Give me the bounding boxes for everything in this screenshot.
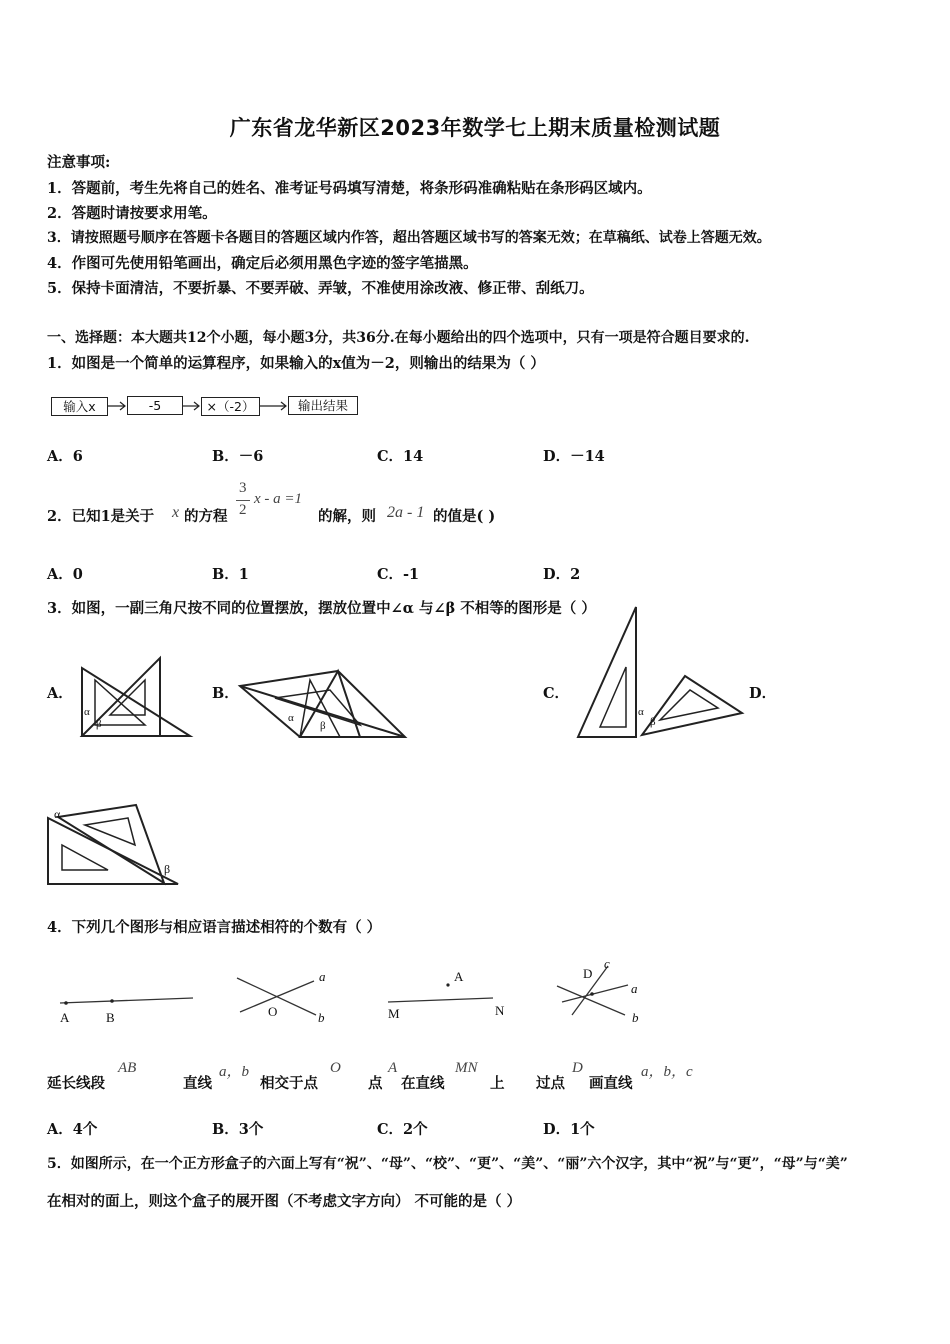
q2-stem-d: 的值是( ) [433, 508, 496, 525]
q4f2-label-b: b [318, 1010, 325, 1025]
q2-var-x: x [172, 504, 180, 521]
page-title: 广东省龙华新区2023年数学七上期末质量检测试题 [229, 116, 721, 140]
q4-caption-3b: 在直线 [401, 1075, 445, 1092]
q4f4-label-d: D [583, 966, 593, 981]
flow-box-times: ×（-2） [201, 397, 260, 416]
q3d-alpha: α [54, 807, 61, 821]
section-heading: 一、选择题：本大题共12个小题，每小题3分，共36分.在每小题给出的四个选项中，只有一项是符合题目要求的. [47, 330, 750, 346]
q4-caption-3: 点 [368, 1075, 383, 1092]
q2-stem-a: 2．已知1是关于 [47, 508, 155, 525]
q4-option-b: B．3个 [212, 1121, 264, 1138]
q3a-beta: β [96, 718, 102, 730]
q4-caption-2-math2: O [330, 1060, 341, 1076]
q4-caption-4: 过点 [536, 1075, 565, 1092]
flow-box-output: 输出结果 [288, 396, 358, 415]
q4f1-label-b: B [106, 1010, 115, 1025]
q3d-beta: β [164, 862, 171, 876]
q2-option-a: A．0 [47, 566, 83, 583]
q4f1-label-a: A [60, 1010, 70, 1025]
q4-stem: 4．下列几个图形与相应语言描述相符的个数有（ ） [47, 919, 382, 936]
q4-caption-4b: 画直线 [589, 1075, 633, 1092]
q1-option-c: C．14 [377, 448, 424, 465]
q4-caption-4-math2: a，b，c [641, 1064, 693, 1080]
q2-frac-den: 2 [239, 502, 247, 518]
q4f4-label-c: c [604, 956, 610, 971]
q5-stem-line2: 在相对的面上，则这个盒子的展开图（不考虑文字方向） 不可能的是（ ） [47, 1193, 522, 1210]
q3c-beta: β [650, 716, 656, 728]
q3-label-a: A． [47, 685, 73, 702]
notice-item: 5．保持卡面清洁，不要折暴、不要弄破、弄皱，不准使用涂改液、修正带、刮纸刀。 [47, 280, 594, 297]
notice-item: 4．作图可先使用铅笔画出，确定后必须用黑色字迹的签字笔描黑。 [47, 255, 478, 272]
q2-stem-c: 的解，则 [318, 508, 376, 525]
q2-option-c: C．-1 [377, 566, 420, 583]
q1-option-b: B．－6 [212, 448, 264, 465]
q4f4-label-a: a [631, 981, 638, 996]
flow-box-minus5: -5 [127, 396, 183, 415]
q2-option-d: D．2 [543, 566, 581, 583]
notice-item: 3．请按照题号顺序在答题卡各题目的答题区域内作答，超出答题区域书写的答案无效；在草稿纸、试卷上答题无效。 [47, 230, 771, 246]
q2-equation: x - a =1 [254, 491, 303, 507]
q4-caption-2b: 相交于点 [260, 1075, 318, 1092]
q4-caption-4-math: D [572, 1060, 583, 1076]
q4-caption-2-math: a，b [219, 1064, 250, 1080]
q3b-beta: β [320, 720, 326, 732]
q4f2-label-a: a [319, 969, 326, 984]
q1-option-d: D．－14 [543, 448, 605, 465]
q2-stem-b: 的方程 [184, 508, 228, 525]
q3a-alpha: α [84, 706, 90, 718]
q4-caption-3-math2: MN [455, 1060, 478, 1076]
q2-option-b: B．1 [212, 566, 249, 583]
q4f2-label-o: O [268, 1004, 278, 1019]
q4f4-label-b: b [632, 1010, 639, 1025]
notice-heading: 注意事项: [47, 154, 111, 171]
q3-stem: 3．如图，一副三角尺按不同的位置摆放，摆放位置中∠α 与∠β 不相等的图形是（ ） [47, 600, 596, 617]
q3-label-d: D． [749, 685, 777, 702]
q4-caption-3-math: A [388, 1060, 398, 1076]
q4f3-label-a: A [454, 969, 464, 984]
q4-caption-1: 延长线段 [47, 1075, 105, 1092]
q3c-alpha: α [638, 706, 644, 718]
q1-option-a: A．6 [47, 448, 83, 465]
q1-stem: 1．如图是一个简单的运算程序，如果输入的x值为－2，则输出的结果为（ ） [47, 355, 545, 372]
q2-frac-num: 3 [239, 480, 247, 496]
q4-caption-3c: 上 [490, 1075, 505, 1092]
flow-box-input: 输入x [51, 397, 108, 416]
q2-expression: 2a - 1 [387, 504, 425, 521]
q4f3-label-n: N [495, 1003, 505, 1018]
notice-item: 1．答题前，考生先将自己的姓名、准考证号码填写清楚，将条形码准确粘贴在条形码区域内。 [47, 180, 652, 197]
q3-label-c: C． [543, 685, 570, 702]
q4-option-c: C．2个 [377, 1121, 428, 1138]
q3-label-b: B． [212, 685, 239, 702]
notice-item: 2．答题时请按要求用笔。 [47, 205, 217, 222]
q4f3-label-m: M [388, 1006, 400, 1021]
q4-caption-1-math: AB [118, 1060, 137, 1076]
q4-caption-2: 直线 [183, 1075, 212, 1092]
q3b-alpha: α [288, 712, 294, 724]
q4-option-d: D．1个 [543, 1121, 595, 1138]
q5-stem-line1: 5．如图所示，在一个正方形盒子的六面上写有“祝”、“母”、“校”、“更”、“美”、“丽”六个汉字，其中“祝”与“更”，“母”与“美” [47, 1156, 848, 1172]
q4-option-a: A．4个 [47, 1121, 98, 1138]
